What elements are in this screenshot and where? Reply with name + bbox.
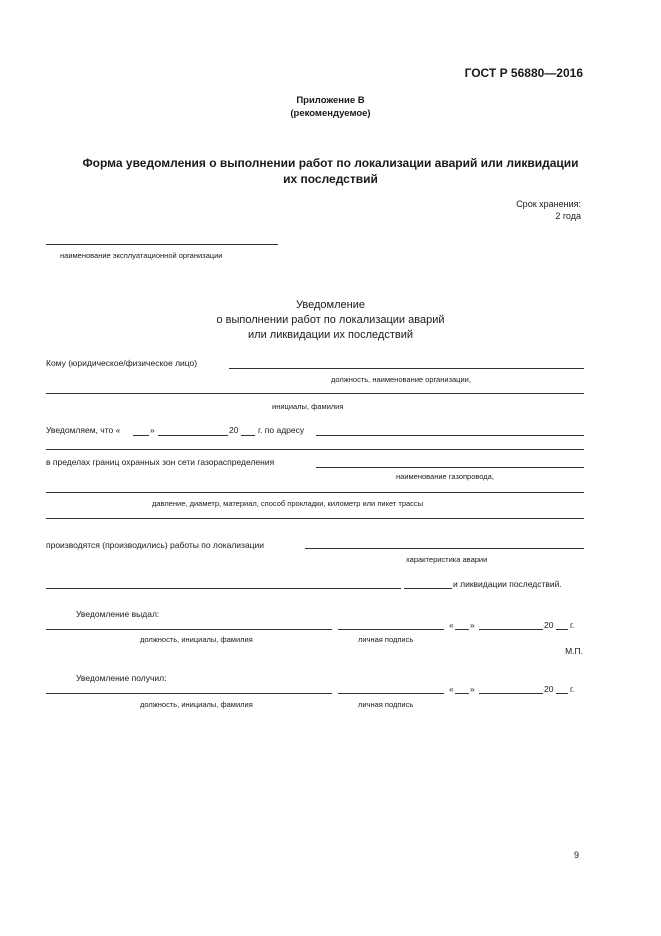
to-caption: должность, наименование организации, [331, 375, 471, 384]
notify-year-field[interactable] [241, 435, 255, 436]
notify-year-prefix: 20 [229, 425, 239, 435]
received-month-field[interactable] [479, 693, 543, 694]
to-label: Кому (юридическое/физическое лицо) [46, 358, 198, 368]
notify-that-label: Уведомляем, что « [46, 425, 121, 435]
accident-caption: характеристика аварии [406, 555, 488, 564]
received-year-prefix: 20 [544, 684, 554, 694]
received-signature-caption: личная подпись [358, 700, 414, 709]
received-year-suffix: г. [570, 684, 575, 694]
issued-year-field[interactable] [556, 629, 568, 630]
issued-position-field[interactable] [46, 629, 332, 630]
organization-line[interactable] [46, 244, 278, 245]
issued-signature-field[interactable] [338, 629, 444, 630]
by-address-label: г. по адресу [258, 425, 305, 435]
issued-quote-close: » [470, 620, 475, 630]
appendix-title: Приложение В [296, 95, 365, 106]
received-label: Уведомление получил: [76, 673, 167, 683]
works-label: производятся (производились) работы по локализации [46, 540, 265, 550]
issued-label: Уведомление выдал: [76, 609, 160, 619]
to-field[interactable] [229, 368, 584, 369]
params-caption: давление, диаметр, материал, способ прокладки, километр или пикет трассы [152, 499, 424, 508]
notice-line2: о выполнении работ по локализации аварий [216, 314, 445, 326]
notify-month-field[interactable] [158, 435, 228, 436]
issued-year-prefix: 20 [544, 620, 554, 630]
received-position-caption: должность, инициалы, фамилия [140, 700, 253, 709]
standard-number: ГОСТ Р 56880—2016 [464, 66, 583, 80]
issued-position-caption: должность, инициалы, фамилия [140, 635, 253, 644]
received-year-field[interactable] [556, 693, 568, 694]
params-field-2[interactable] [46, 518, 584, 519]
address-field-2[interactable] [46, 449, 584, 450]
appendix-subtitle: (рекомендуемое) [290, 108, 371, 119]
pipeline-field-2[interactable] [46, 492, 584, 493]
received-quote-close: » [470, 684, 475, 694]
form-title-line1: Форма уведомления о выполнении работ по локализации аварий или ликвидации [82, 156, 579, 170]
to-field-2[interactable] [46, 393, 584, 394]
received-day-field[interactable] [455, 693, 469, 694]
pipeline-caption: наименование газопровода, [396, 472, 494, 481]
organization-caption: наименование эксплуатационной организации [60, 251, 223, 260]
name-caption: инициалы, фамилия [272, 402, 344, 411]
issued-month-field[interactable] [479, 629, 543, 630]
issued-day-field[interactable] [455, 629, 469, 630]
notify-quote-close: » [150, 425, 155, 435]
notify-day-field[interactable] [133, 435, 149, 436]
issued-quote-open: « [449, 620, 454, 630]
form-title-line2: их последствий [283, 172, 378, 186]
accident-field-3[interactable] [404, 588, 452, 589]
issued-year-suffix: г. [570, 620, 575, 630]
accident-field[interactable] [305, 548, 584, 549]
address-field[interactable] [316, 435, 584, 436]
retention-label: Срок хранения: [516, 199, 581, 209]
received-signature-field[interactable] [338, 693, 444, 694]
issued-signature-caption: личная подпись [358, 635, 414, 644]
received-position-field[interactable] [46, 693, 332, 694]
notice-line3: или ликвидации их последствий [248, 329, 413, 341]
page-number: 9 [573, 850, 579, 860]
notice-title: Уведомление [296, 299, 365, 311]
stamp-label: М.П. [565, 646, 583, 656]
within-zone-label: в пределах границ охранных зон сети газораспределения [46, 457, 275, 467]
liquidation-text: и ликвидации последствий. [453, 579, 562, 589]
accident-field-2[interactable] [46, 588, 401, 589]
retention-value: 2 года [555, 211, 581, 221]
pipeline-field[interactable] [316, 467, 584, 468]
received-quote-open: « [449, 684, 454, 694]
